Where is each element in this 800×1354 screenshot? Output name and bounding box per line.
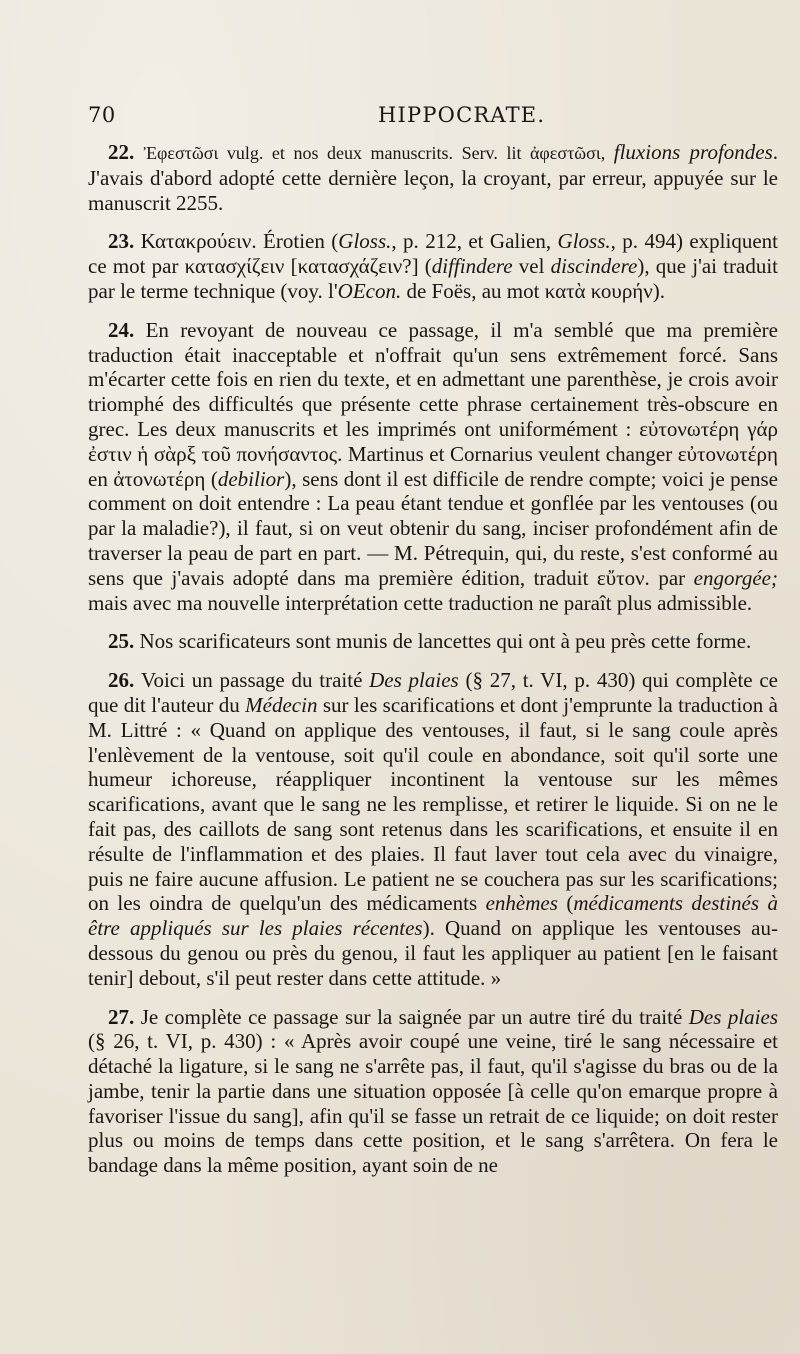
text-run: ), que j'ai traduit par le terme technique (voy. l' (88, 254, 778, 303)
italic-text: médicaments destinés à être appliqués sur les plaies récentes (88, 891, 778, 941)
italic-text: discindere (550, 254, 638, 279)
text-run: vel (512, 254, 551, 279)
text-run: sur les scarifications et dont j'emprunte la traduction à M. Littré : « Quand on applique des ventouses, il faut, si le sang coule après l'enlèvement de la ventouse, soit qu'il coule en abondance, soit qu'il sorte une humeur ichoreuse, réappliquer incontinent la ventouse sur les mêmes scarifications, avant que le sang ne les remplisse, et retirer le liquide. Si on ne le fait pas, des caillots de sang sont retenus dans les scarifications, et ensuite il en résulte de l'inflammation et des plaies. Il faut laver tout cela avec du vinaigre, puis ne faire aucune affusion. Le patient ne se couchera pas sur les scarifications; on les oindra de quelqu'un des médicaments (88, 692, 778, 916)
footnote-24 (88, 318, 778, 616)
italic-text: enhèmes (485, 891, 558, 916)
text-run: ), sens dont il est difficile de rendre compte; voici je pense comment on doit entendre : La peau étant tendue et gonflée par les ventouses (ou par la maladie?), il faut, si on veut obtenir du sang, inciser profondément afin de traverser la peau de part en part. — M. Pétrequin, qui, du reste, s'est conformé au sens que j'avais adopté dans ma première édition, traduit εὔτον. par (88, 466, 778, 590)
text-run: En revoyant de nouveau ce passage, il m'a semblé que ma première traduction était inacceptable et n'offrait qu'un sens extrêmement forcé. Sans m'écarter cette fois en rien du texte, et en admettant une parenthèse, je crois avoir triomphé des difficultés que présente cette phrase certainement très-obscure en grec. Les deux manuscrits et les imprimés ont uniformément : εὐτονωτέρη γάρ ἐστιν ἡ σὰρξ τοῦ πονήσαντος. Martinus et Cornarius veulent changer εὐτονωτέρη en ἀτονωτέρη ( (88, 317, 778, 491)
page-number: 70 (88, 103, 116, 127)
text-run: Κατακρούειν. Érotien ( (140, 229, 339, 254)
text-run: de Foës, au mot κατὰ κουρήν). (401, 278, 666, 303)
footnote-26 (88, 668, 778, 990)
italic-text: Des plaies (688, 1004, 779, 1029)
footnote-22 (88, 140, 778, 215)
footnote-23 (88, 229, 778, 303)
footnote-25 (88, 629, 778, 654)
text-run: . J'avais d'abord adopté cette dernière leçon, la croyant, par erreur, appuyée sur le manuscrit 2255. (88, 140, 779, 215)
footnote-number: 25. (108, 629, 140, 654)
text-run: (§ 27, t. VI, p. 430) qui complète ce que dit l'auteur du (88, 668, 778, 717)
italic-text: Gloss. (338, 229, 392, 254)
footnote-number: 27. (108, 1004, 141, 1029)
footnote-number: 24. (108, 317, 146, 342)
footnote-number: 26. (108, 668, 141, 693)
italic-text: Des plaies (369, 668, 459, 693)
italic-text: debilior (217, 466, 285, 491)
italic-text: fluxions profondes (613, 140, 773, 164)
text-run: Voici un passage du traité (141, 668, 370, 693)
text-run: ). Quand on applique les ventouses au-dessous du genou ou près du genou, il faut les appliquer au patient [en le faisant tenir] debout, s'il peut rester dans cette attitude. » (88, 916, 778, 990)
text-run: mais avec ma nouvelle interprétation cette traduction ne paraît plus admissible. (88, 590, 753, 615)
footnote-number: 23. (108, 229, 141, 254)
text-run: Ἐφεστῶσι vulg. et nos deux manuscrits. Serv. lit ἀφεστῶσι, (143, 143, 614, 163)
text-run: Nos scarificateurs sont munis de lancettes qui ont à peu près cette forme. (139, 629, 752, 654)
text-run: Je complète ce passage sur la saignée par un autre tiré du traité (140, 1004, 689, 1029)
page-header (88, 103, 776, 131)
italic-text: OEcon. (337, 278, 402, 303)
italic-text: Gloss. (557, 229, 611, 254)
notes-body (88, 140, 778, 1192)
text-run: , p. 494) expliquent ce mot par κατασχίζειν [κατασχάζειν?] ( (88, 229, 779, 279)
italic-text: engorgée; (693, 565, 778, 590)
italic-text: Médecin (245, 692, 318, 717)
footnote-27 (88, 1005, 778, 1179)
text-run: (§ 26, t. VI, p. 430) : « Après avoir coupé une veine, tiré le sang nécessaire et détaché la ligature, si le sang ne s'arrête pas, il faut, qu'il s'agisse du bras ou de la jambe, tenir la partie dans une situation opposée [à celle qu'on emarque propre à favoriser l'issue du sang], afin qu'il se fasse un retrait de ce liquide; on doit rester plus ou moins de temps dans cette position, et le sang s'arrêtera. On fera le bandage dans la même position, ayant soin de ne (88, 1029, 778, 1178)
footnote-number: 22. (108, 140, 144, 164)
italic-text: diffindere (431, 254, 513, 279)
text-run: ( (557, 891, 574, 916)
text-run: , p. 212, et Galien, (391, 229, 558, 254)
running-title: HIPPOCRATE. (378, 103, 546, 127)
